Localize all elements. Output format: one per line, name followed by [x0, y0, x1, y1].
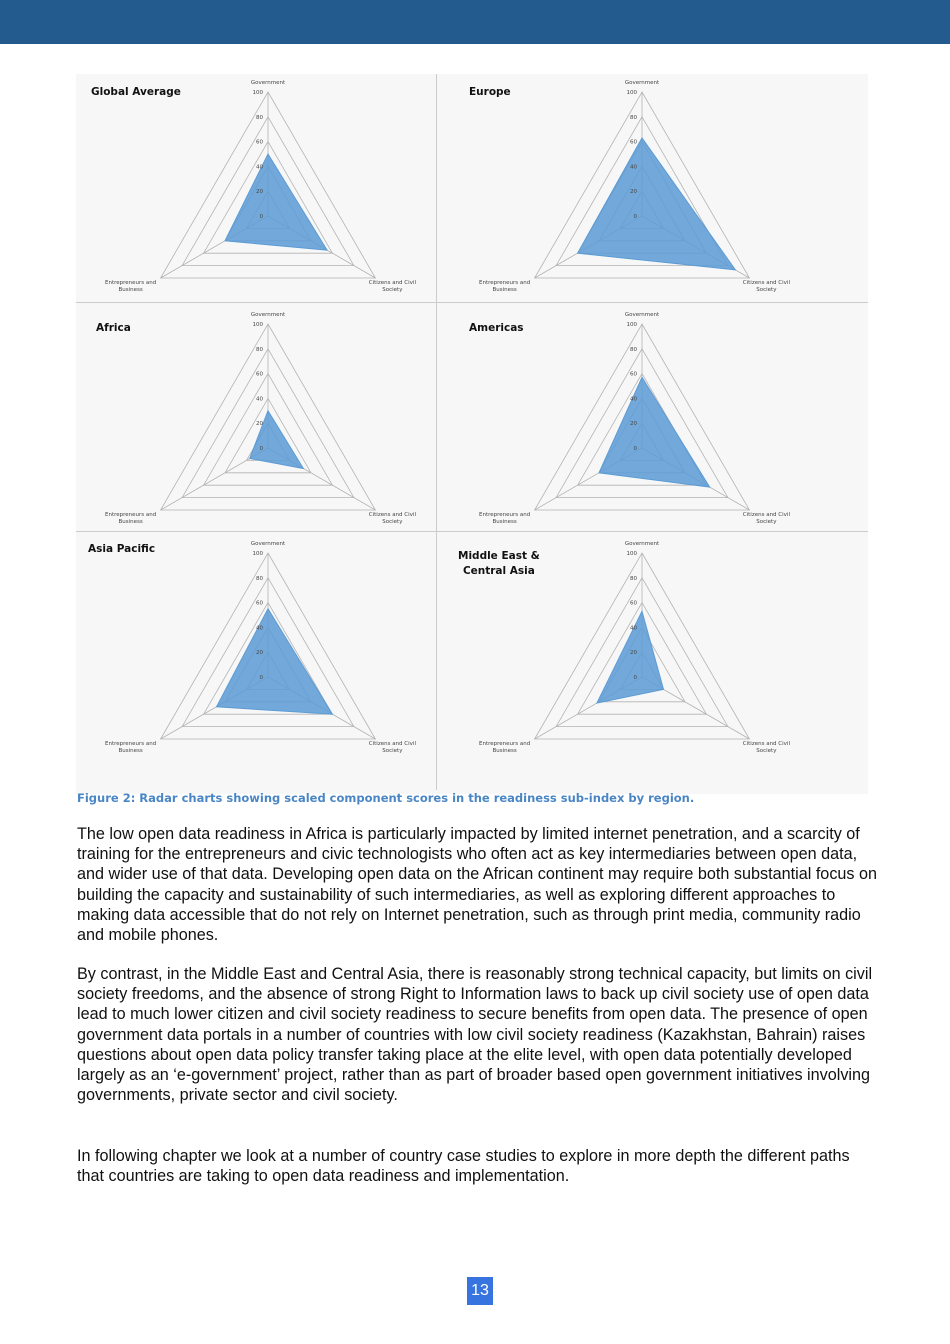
chart-title-line: Central Asia [462, 565, 535, 577]
radar-axis-label: Entrepreneurs and [478, 741, 531, 747]
radar-chart-panel [450, 535, 810, 763]
header-bar [0, 0, 950, 44]
radar-axis-label: Government [624, 541, 660, 547]
radar-chart-svg [450, 74, 810, 302]
radar-tick-label: 0 [259, 675, 263, 681]
radar-tick-label: 80 [256, 114, 263, 121]
radar-axis-label: Business [118, 287, 143, 293]
radar-tick-label: 60 [630, 371, 637, 378]
radar-tick-label: 100 [626, 322, 637, 328]
radar-tick-label: 0 [633, 675, 637, 681]
chart-title: Global Average [91, 86, 181, 98]
radar-tick-label: 0 [633, 214, 637, 220]
radar-axis-label: Entrepreneurs and [104, 280, 157, 286]
radar-tick-label: 20 [256, 650, 263, 657]
radar-tick-label: 100 [252, 322, 263, 328]
page-number: 13 [467, 1277, 493, 1305]
chart-title: Europe [469, 86, 511, 98]
radar-chart-panel [450, 306, 810, 534]
radar-axis-label: Entrepreneurs and [104, 741, 157, 747]
radar-chart-panel [76, 306, 436, 534]
radar-axis-label: Business [492, 519, 517, 525]
radar-axis-label: Citizens and Civil [368, 280, 416, 286]
radar-axis-label: Society [382, 748, 403, 754]
figure-caption: Figure 2: Radar charts showing scaled component scores in the readiness sub-index by region. [77, 791, 695, 805]
radar-tick-label: 80 [256, 346, 263, 353]
radar-chart-svg [76, 535, 436, 763]
radar-tick-label: 40 [256, 396, 263, 403]
radar-chart-panel [450, 74, 810, 302]
radar-axis-label: Government [250, 312, 286, 318]
radar-tick-label: 80 [630, 346, 637, 353]
radar-tick-label: 40 [630, 164, 637, 171]
chart-title: Africa [96, 322, 131, 334]
radar-axis-label: Business [492, 287, 517, 293]
body-paragraph: In following chapter we look at a number of country case studies to explore in more depth the different paths that countries are taking to open data readiness and implementation. [77, 1147, 850, 1186]
body-paragraph: The low open data readiness in Africa is particularly impacted by limited internet penetration, and a scarcity of training for the entrepreneurs and civic technologists who often act as key intermediaries between open data, and wider use of that data. Developing open data on the African continent may require both substantial focus on building the capacity and sustainability of such intermediaries, as well as exploring different approaches to making data accessible that do not rely on Internet penetration, such as through print media, community radio and mobile phones. [77, 825, 878, 945]
chart-title: Americas [469, 322, 524, 334]
radar-data-area [578, 138, 736, 270]
radar-data-area [250, 411, 304, 469]
radar-tick-label: 20 [630, 189, 637, 196]
radar-tick-label: 60 [256, 371, 263, 378]
chart-title [458, 549, 540, 579]
radar-axis-label: Society [756, 519, 777, 525]
radar-tick-label: 0 [259, 446, 263, 452]
radar-tick-label: 20 [630, 650, 637, 657]
radar-tick-label: 40 [256, 625, 263, 632]
radar-axis-label: Society [382, 519, 403, 525]
radar-tick-label: 40 [256, 164, 263, 171]
radar-tick-label: 100 [252, 90, 263, 96]
radar-chart-panel [76, 535, 436, 763]
radar-axis-label: Entrepreneurs and [478, 512, 531, 518]
body-paragraph: By contrast, in the Middle East and Central Asia, there is reasonably strong technical capacity, but limits on civil society freedoms, and the absence of strong Right to Information laws to back up civil society use of open data lead to much lower citizen and civil society readiness to secure benefits from open data. The presence of open government data portals in a number of countries with low civil society readiness (Kazakhstan, Bahrain) raises questions about open data policy transfer taking place at the elite level, with open data potentially developed largely as an ‘e-government’ project, rather than as part of broader based open government initiatives involving governments, private sector and civil society. [77, 965, 873, 1105]
radar-axis-label: Citizens and Civil [368, 512, 416, 518]
radar-tick-label: 60 [630, 139, 637, 146]
chart-title-line: Middle East & [458, 550, 540, 562]
radar-tick-label: 60 [256, 600, 263, 607]
radar-chart-panel [76, 74, 436, 302]
radar-axis-label: Citizens and Civil [742, 741, 790, 747]
radar-axis-label: Entrepreneurs and [104, 512, 157, 518]
radar-axis-label: Citizens and Civil [742, 280, 790, 286]
radar-axis-label: Business [118, 519, 143, 525]
radar-tick-label: 100 [252, 551, 263, 557]
radar-tick-label: 20 [256, 189, 263, 196]
chart-title: Asia Pacific [88, 543, 156, 555]
radar-chart-svg [76, 306, 436, 534]
radar-tick-label: 0 [633, 446, 637, 452]
radar-tick-label: 80 [630, 114, 637, 121]
radar-tick-label: 100 [626, 90, 637, 96]
radar-axis-label: Government [250, 80, 286, 86]
radar-axis-label: Business [492, 748, 517, 754]
radar-tick-label: 80 [256, 575, 263, 582]
radar-tick-label: 60 [256, 139, 263, 146]
radar-axis-label: Citizens and Civil [368, 741, 416, 747]
radar-axis-label: Citizens and Civil [742, 512, 790, 518]
radar-axis-label: Government [624, 80, 660, 86]
radar-tick-label: 20 [256, 421, 263, 428]
radar-chart-svg [450, 306, 810, 534]
radar-tick-label: 40 [630, 625, 637, 632]
radar-axis-label: Business [118, 748, 143, 754]
radar-axis-label: Society [756, 748, 777, 754]
radar-tick-label: 0 [259, 214, 263, 220]
radar-axis-label: Society [382, 287, 403, 293]
radar-tick-label: 80 [630, 575, 637, 582]
radar-chart-svg [76, 74, 436, 302]
radar-tick-label: 60 [630, 600, 637, 607]
radar-tick-label: 20 [630, 421, 637, 428]
grid-divider-horizontal [76, 302, 868, 303]
radar-tick-label: 40 [630, 396, 637, 403]
radar-axis-label: Entrepreneurs and [478, 280, 531, 286]
radar-axis-label: Government [624, 312, 660, 318]
radar-axis-label: Society [756, 287, 777, 293]
radar-axis-label: Government [250, 541, 286, 547]
radar-tick-label: 100 [626, 551, 637, 557]
grid-divider-vertical [436, 74, 437, 790]
